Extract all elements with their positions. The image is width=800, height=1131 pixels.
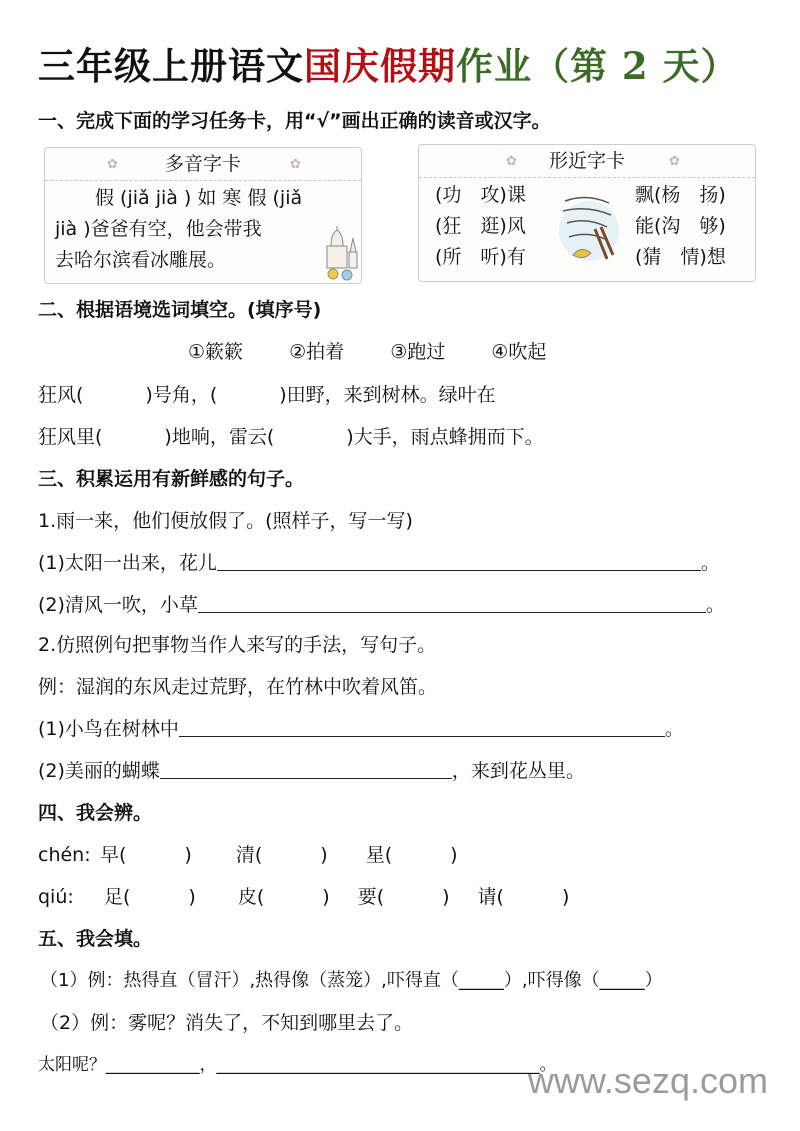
page-title bbox=[38, 36, 739, 90]
pinyin-row-qiu: qiú: 足( ) 皮( ) 要( ) 请( ) bbox=[38, 886, 570, 908]
word-option: ②拍着 bbox=[289, 341, 345, 363]
similar-char-item[interactable]: (猜 情)想 bbox=[635, 246, 726, 268]
section1-heading: 一、完成下面的学习任务卡，用“√”画出正确的读音或汉字。 bbox=[38, 110, 551, 132]
similar-char-card bbox=[418, 144, 756, 282]
similar-char-item[interactable]: (所 听)有 bbox=[435, 246, 526, 268]
flower-icon: ✿ bbox=[669, 154, 680, 169]
section2-heading: 二、根据语境选词填空。(填序号) bbox=[38, 299, 322, 321]
answer-line[interactable] bbox=[179, 717, 665, 737]
q1-b: (2)清风一吹，小草 。 bbox=[38, 594, 725, 616]
fill-line-1: 狂风( )号角，( )田野，来到树林。绿叶在 bbox=[38, 384, 496, 406]
polyphone-card-header bbox=[45, 148, 361, 181]
fill-line-2: 狂风里( )地响，雷云( )大手，雨点蜂拥而下。 bbox=[38, 426, 544, 448]
polyphone-card-title: 多音字卡 bbox=[164, 153, 241, 175]
polyphone-line: 假 (jiǎ jià ) 如 寒 假 (jiǎ bbox=[95, 187, 303, 209]
flower-icon: ✿ bbox=[290, 157, 301, 172]
fill-q2: （2）例：雾呢？消失了，不知到哪里去了。 bbox=[40, 1012, 414, 1034]
title-part-holiday: 国庆假期 bbox=[304, 44, 456, 88]
polyphone-card bbox=[44, 147, 362, 284]
answer-line[interactable] bbox=[160, 759, 452, 779]
cathedral-illustration-icon bbox=[317, 226, 361, 282]
polyphone-line: jià )爸爸有空，他会带我 bbox=[55, 218, 262, 240]
similar-char-item[interactable]: 能(沟 够) bbox=[635, 215, 726, 237]
section5-heading: 五、我会填。 bbox=[38, 928, 153, 950]
q2-example: 例：湿润的东风走过荒野，在竹林中吹着风笛。 bbox=[38, 676, 438, 698]
section4-heading: 四、我会辨。 bbox=[38, 802, 153, 824]
title-part-grade: 三年级上册语文 bbox=[38, 44, 304, 88]
flower-icon: ✿ bbox=[107, 157, 118, 172]
title-part-homework: 作业（第 2 天） bbox=[456, 44, 739, 88]
q1-prompt: 1.雨一来，他们便放假了。(照样子，写一写) bbox=[38, 510, 413, 532]
word-option: ③跑过 bbox=[390, 341, 446, 363]
q2-prompt: 2.仿照例句把事物当作人来写的手法，写句子。 bbox=[38, 634, 437, 656]
similar-char-item[interactable]: (狂 逛)风 bbox=[435, 215, 526, 237]
answer-line[interactable] bbox=[217, 551, 701, 571]
polyphone-line: 去哈尔滨看冰雕展。 bbox=[55, 249, 227, 271]
section3-heading: 三、积累运用有新鲜感的句子。 bbox=[38, 468, 305, 490]
watermark: www.sezq.com bbox=[527, 1060, 768, 1101]
word-option: ④吹起 bbox=[491, 341, 547, 363]
answer-line[interactable] bbox=[198, 593, 706, 613]
q2-b: (2)美丽的蝴蝶 ，来到花丛里。 bbox=[38, 760, 585, 782]
similar-char-card-title: 形近字卡 bbox=[548, 150, 625, 172]
similar-char-item[interactable]: 飘(杨 扬) bbox=[635, 184, 726, 206]
word-options bbox=[188, 337, 586, 364]
q1-a: (1)太阳一出来，花儿 。 bbox=[38, 552, 720, 574]
wind-illustration-icon bbox=[557, 189, 619, 273]
similar-char-card-header bbox=[419, 145, 755, 178]
fill-q1[interactable]: （1）例：热得直（冒汗）,热得像（蒸笼）,吓得直（_____）,吓得像（_____） bbox=[40, 970, 663, 991]
flower-icon: ✿ bbox=[506, 154, 517, 169]
fill-q3[interactable]: 太阳呢？___________，______________________________________。 bbox=[38, 1055, 557, 1075]
similar-char-item[interactable]: (功 攻)课 bbox=[435, 184, 526, 206]
pinyin-label: chén: bbox=[38, 844, 91, 866]
pinyin-row-chen: chén: 早( ) 清( ) 星( ) bbox=[38, 844, 458, 866]
word-option: ①簌簌 bbox=[188, 341, 244, 363]
pinyin-label: qiú: bbox=[38, 886, 74, 908]
q2-a: (1)小鸟在树林中 。 bbox=[38, 718, 684, 740]
